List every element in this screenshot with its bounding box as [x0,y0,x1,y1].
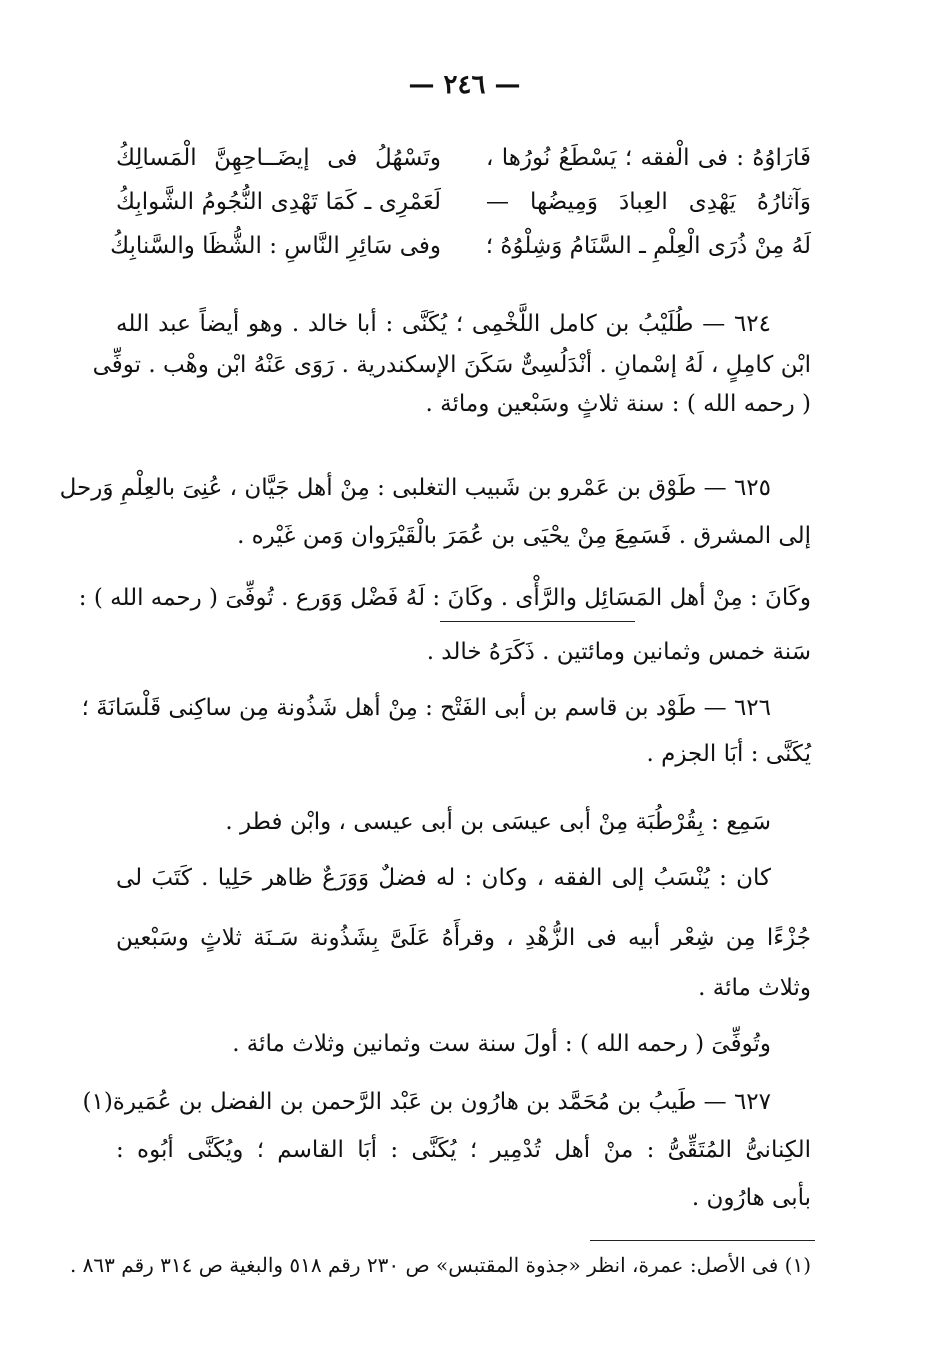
verse-line [116,136,811,180]
text-line: وثلاث مائة . [698,975,811,1001]
verse-second-hemistich: وفى سَائِرِ النَّاسِ : الشُّظَا والسَّنابِكُ [110,233,441,259]
text-line: بأبى هارُون . [691,1185,811,1211]
text-line: ٦٢٥ — طَوْق بن عَمْرو بن شَبيب التغلبى : مِنْ أهل جَيَّان ، عُنِىَ بالعِلْمِ وَرحل [59,475,771,501]
verse-first-hemistich: لَهُ مِنْ ذُرَى الْعِلْمِ ـ السَّنَامُ وَشِلْوُهُ ؛ [485,233,811,259]
text-line: سَنة خمس وثمانين ومائتين . ذَكَرَهُ خالد . [426,639,811,665]
text-line: سَمِع : بِقُرْطُبَة مِنْ أبى عيسَى بن أبى عيسى ، وابْن فطر . [225,809,771,835]
entry-626-heard [116,800,811,844]
poem [110,136,811,268]
entry-625 [59,462,811,558]
verse-first-hemistich: وَآثارُهُ يَهْدِى العِبادَ وَمِيضُها — [486,189,811,215]
footnote: (١) فى الأصل: عمرة، انظر «جذوة المقتبس» ص ٢٣٠ رقم ٥١٨ والبغية ص ٣١٤ رقم ٨٦٣ . [69,1253,811,1277]
page-number: — ٢٤٦ — [408,70,521,100]
text-line: إلى المشرق . فَسَمِعَ مِنْ يحْيَى بن عُمَرَ بالْقَيْرَوان وَمن غَيْره . [237,523,811,549]
text-line: ٦٢٧ — طَيبُ بن مُحَمَّد بن هارُون بن عَبْد الرَّحمن بن الفضل بن عُمَيرة(١) [82,1089,771,1115]
text-line: ( رحمه الله ) : سنة ثلاثٍ وسَبْعين ومائة . [425,391,811,417]
entry-624 [92,302,811,424]
text-line: يُكَنَّى : أبَا الجزم . [646,741,811,767]
verse-first-hemistich: فَارَاوُهُ : فى الْفقه ؛ يَسْطَعُ نُورُها ، [486,145,811,171]
text-line: جُزْءًا مِن شِعْر أبيه فى الزُّهْدِ ، وقرأَهُ عَلَىَّ بِشَذُونة سَـنَة ثلاثٍ وسَبْعين [116,925,811,951]
entry-626-death [116,1022,811,1066]
verse-second-hemistich: وتَسْهُلُ فى إيضَــاحِهِنَّ الْمَسالِكُ [116,145,441,171]
underline-mark [440,621,635,622]
verse-line [116,180,811,224]
footnote-divider [590,1240,815,1241]
text-line: ٦٢٤ — طُلَيْبُ بن كامل اللَّخْمِى ؛ يُكَنَّى : أبا خالد . وهو أيضاً عبد الله [116,311,771,337]
text-line: ابْن كامِلٍ ، لَهُ إسْمانِ . أنْدَلُسِىٌّ سَكَنَ الإسكندرية . رَوَى عَنْهُ ابْن وهْب . توفِّى [92,352,811,378]
entry-626-description [116,856,811,1010]
verse-second-hemistich: لَعَمْرِى ـ كَمَا تَهْدِى النُّجُومُ الشَّوابِكُ [116,189,441,215]
text-line: الكِنانىُّ المُتَقِّىُّ : منْ أهل تُدْمِير ؛ يُكَنَّى : أبَا القاسم ؛ ويُكَنَّى أبُوه : [116,1137,811,1163]
entry-625-continued [78,576,811,674]
text-line: كان : يُنْسَبُ إلى الفقه ، وكان : له فضلٌ وَوَرَعٌ ظاهر حَلِيا . كَتَبَ لى [116,865,771,891]
text-line: وتُوفِّىَ ( رحمه الله ) : أولَ سنة ست وثمانين وثلاث مائة . [232,1031,771,1057]
entry-626 [81,686,811,776]
verse-line [110,224,811,268]
entry-627 [82,1080,811,1220]
text-line: ٦٢٦ — طَوْد بن قاسم بن أبى الفَتْح : مِنْ أهل شَذُونة مِن ساكِنى قَلْسَانَةَ ؛ [81,695,771,721]
text-line: وكَانَ : مِنْ أهل المَسَائِل والرَّأْى . وكَانَ : لَهُ فَضْل وَوَرع . تُوفِّىَ ( رحمه الله ) : [78,585,811,611]
